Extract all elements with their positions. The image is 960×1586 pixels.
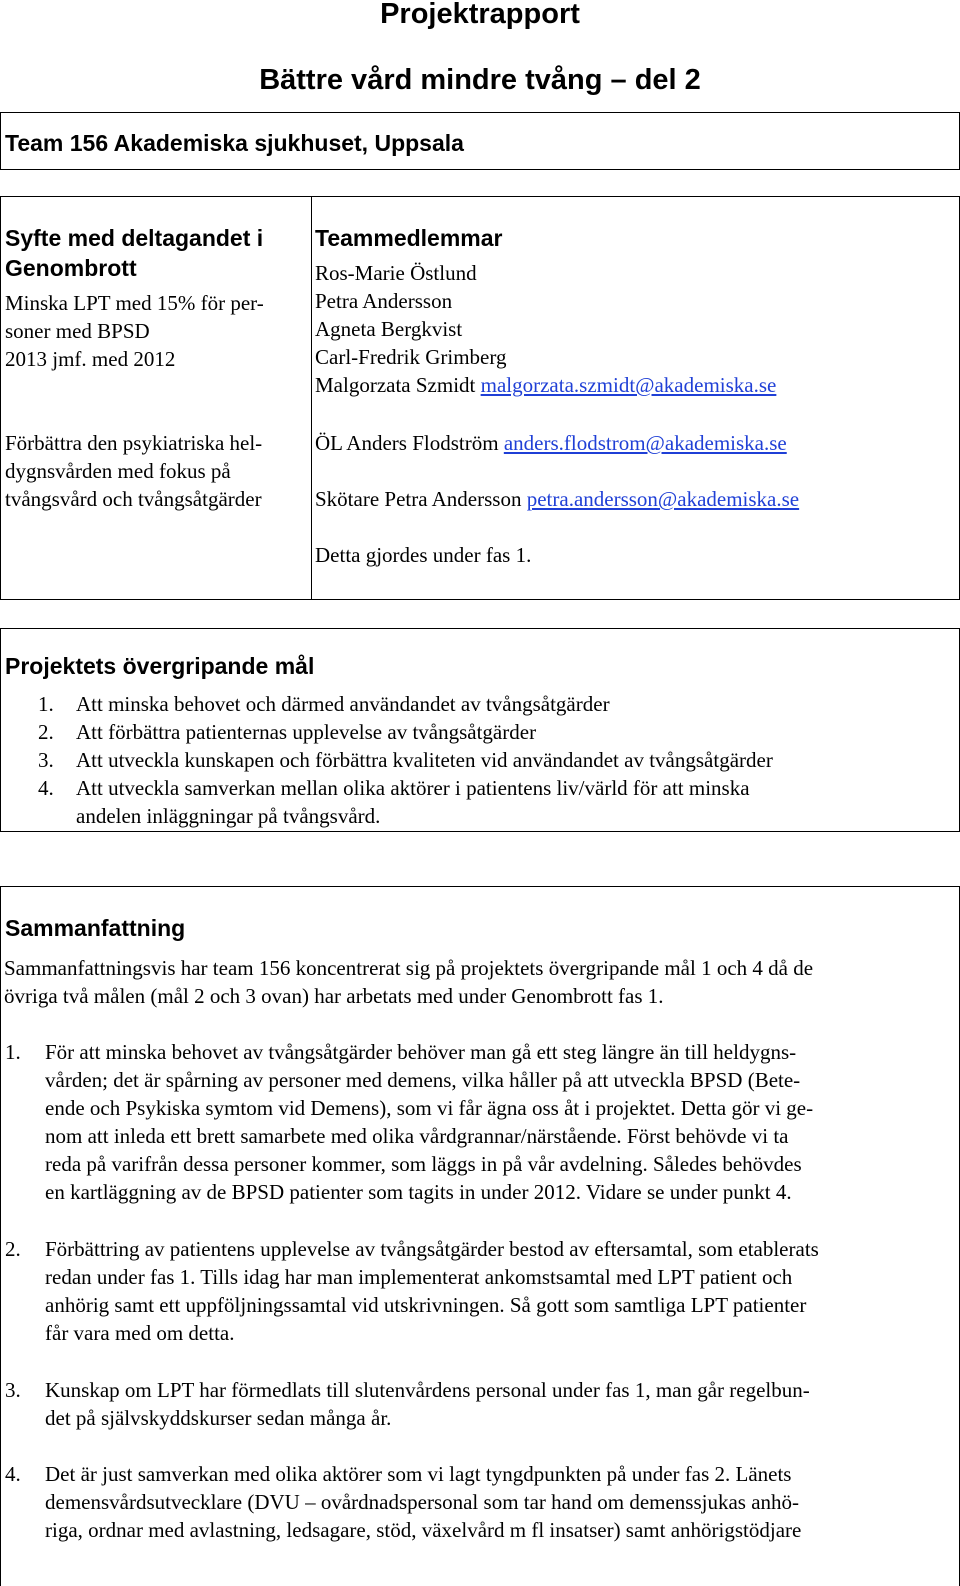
purpose-text-line: 2013 jmf. med 2012 xyxy=(5,347,176,371)
goal-text: Att utveckla samverkan mellan olika aktörer i patientens liv/värld för att minska xyxy=(76,776,750,800)
summary-item-line: en kartläggning av de BPSD patienter som tagits in under 2012. Vidare se under punkt 4. xyxy=(45,1180,792,1204)
goals-title: Projektets övergripande mål xyxy=(5,653,315,679)
info-table xyxy=(0,196,960,600)
skotare-label: Skötare Petra Andersson xyxy=(315,487,522,511)
purpose-text-line: tvångsvård och tvångsåtgärder xyxy=(5,487,262,511)
member-name: Carl-Fredrik Grimberg xyxy=(315,345,507,369)
document-subtitle: Bättre vård mindre tvång – del 2 xyxy=(259,64,701,96)
ol-label: ÖL Anders Flodström xyxy=(315,431,499,455)
document-title: Projektrapport xyxy=(380,0,580,30)
members-list xyxy=(315,259,955,399)
purpose-text-1 xyxy=(5,289,305,373)
member-row-malgorzata xyxy=(315,371,955,399)
summary-item-line: får vara med om detta. xyxy=(45,1321,235,1345)
summary-intro-line: övriga två målen (mål 2 och 3 ovan) har arbetats med under Genombrott fas 1. xyxy=(4,984,664,1008)
goal-number: 4. xyxy=(38,776,54,800)
skotare-row xyxy=(315,485,955,513)
summary-item-line: det på självskyddskurser sedan många år. xyxy=(45,1406,392,1430)
team-line: Team 156 Akademiska sjukhuset, Uppsala xyxy=(5,130,464,156)
summary-item-line: redan under fas 1. Tills idag har man implementerat ankomstsamtal med LPT patient och xyxy=(45,1265,793,1289)
summary-item-line: För att minska behovet av tvångsåtgärder behöver man gå ett steg längre än till heldygns- xyxy=(45,1040,797,1064)
summary-item-line: reda på varifrån dessa personer kommer, som läggs in på vår avdelning. Således behövdes xyxy=(45,1152,802,1176)
column-divider xyxy=(311,197,312,599)
skotare-email-link[interactable]: petra.andersson@akademiska.se xyxy=(526,487,800,511)
purpose-text-line: dygnsvården med fokus på xyxy=(5,459,231,483)
summary-item-line: nom att inleda ett brett samarbete med olika vårdgrannar/närstående. Först behövde vi ta xyxy=(45,1124,789,1148)
goals-list xyxy=(0,690,960,830)
goal-text: Att förbättra patienternas upplevelse av tvångsåtgärder xyxy=(76,720,537,744)
phase-note: Detta gjordes under fas 1. xyxy=(315,543,532,567)
member-name: Ros-Marie Östlund xyxy=(315,261,477,285)
purpose-heading-line: Genombrott xyxy=(5,255,137,281)
goal-number: 2. xyxy=(38,720,54,744)
summary-item-number: 4. xyxy=(5,1462,21,1486)
purpose-text-line: Förbättra den psykiatriska hel- xyxy=(5,431,263,455)
purpose-text-2 xyxy=(5,429,305,513)
summary-item-line: Kunskap om LPT har förmedlats till slutenvårdens personal under fas 1, man går regelbun- xyxy=(45,1378,810,1402)
summary-item-line: Det är just samverkan med olika aktörer som vi lagt tyngdpunkten på under fas 2. Länets xyxy=(45,1462,792,1486)
goal-text: Att utveckla kunskapen och förbättra kvaliteten vid användandet av tvångsåtgärder xyxy=(76,748,773,772)
goal-number: 1. xyxy=(38,692,54,716)
ol-row xyxy=(315,429,955,457)
purpose-heading-line: Syfte med deltagandet i xyxy=(5,225,264,251)
goal-text: andelen inläggningar på tvångsvård. xyxy=(76,804,381,828)
goal-text: Att minska behovet och därmed användandet av tvångsåtgärder xyxy=(76,692,610,716)
malgorzata-email-link[interactable]: malgorzata.szmidt@akademiska.se xyxy=(480,373,777,397)
summary-item-number: 1. xyxy=(5,1040,21,1064)
summary-item-line: ende och Psykiska symtom vid Demens), som vi får ägna oss åt i projektet. Detta gör vi ge- xyxy=(45,1096,814,1120)
purpose-heading xyxy=(5,223,305,283)
summary-item-line: riga, ordnar med avlastning, ledsagare, stöd, växelvård m fl insatser) samt anhörigstödjare xyxy=(45,1518,802,1542)
summary-item-number: 2. xyxy=(5,1237,21,1261)
summary-item-line: Förbättring av patientens upplevelse av tvångsåtgärder bestod av eftersamtal, som etablerats xyxy=(45,1237,819,1261)
summary-item-line: demensvårdsutvecklare (DVU – ovårdnadspersonal som tar hand om demenssjukas anhö- xyxy=(45,1490,800,1514)
purpose-text-line: soner med BPSD xyxy=(5,319,150,343)
summary-title: Sammanfattning xyxy=(5,915,186,941)
purpose-text-line: Minska LPT med 15% för per- xyxy=(5,291,264,315)
goal-number: 3. xyxy=(38,748,54,772)
summary-intro-line: Sammanfattningsvis har team 156 koncentrerat sig på projektets övergripande mål 1 och 4 då de xyxy=(4,956,814,980)
summary-item-line: anhörig samt ett uppföljningssamtal vid utskrivningen. Så gott som samtliga LPT patienter xyxy=(45,1293,807,1317)
members-heading: Teammedlemmar xyxy=(315,225,503,251)
team-box xyxy=(0,112,960,170)
summary-intro xyxy=(4,954,956,1010)
member-name: Petra Andersson xyxy=(315,289,453,313)
summary-item-number: 3. xyxy=(5,1378,21,1402)
summary-item-line: vården; det är spårning av personer med demens, vilka håller på att utveckla BPSD (Bete- xyxy=(45,1068,801,1092)
member-name: Agneta Bergkvist xyxy=(315,317,463,341)
member-name: Malgorzata Szmidt xyxy=(315,373,476,397)
ol-email-link[interactable]: anders.flodstrom@akademiska.se xyxy=(503,431,787,455)
